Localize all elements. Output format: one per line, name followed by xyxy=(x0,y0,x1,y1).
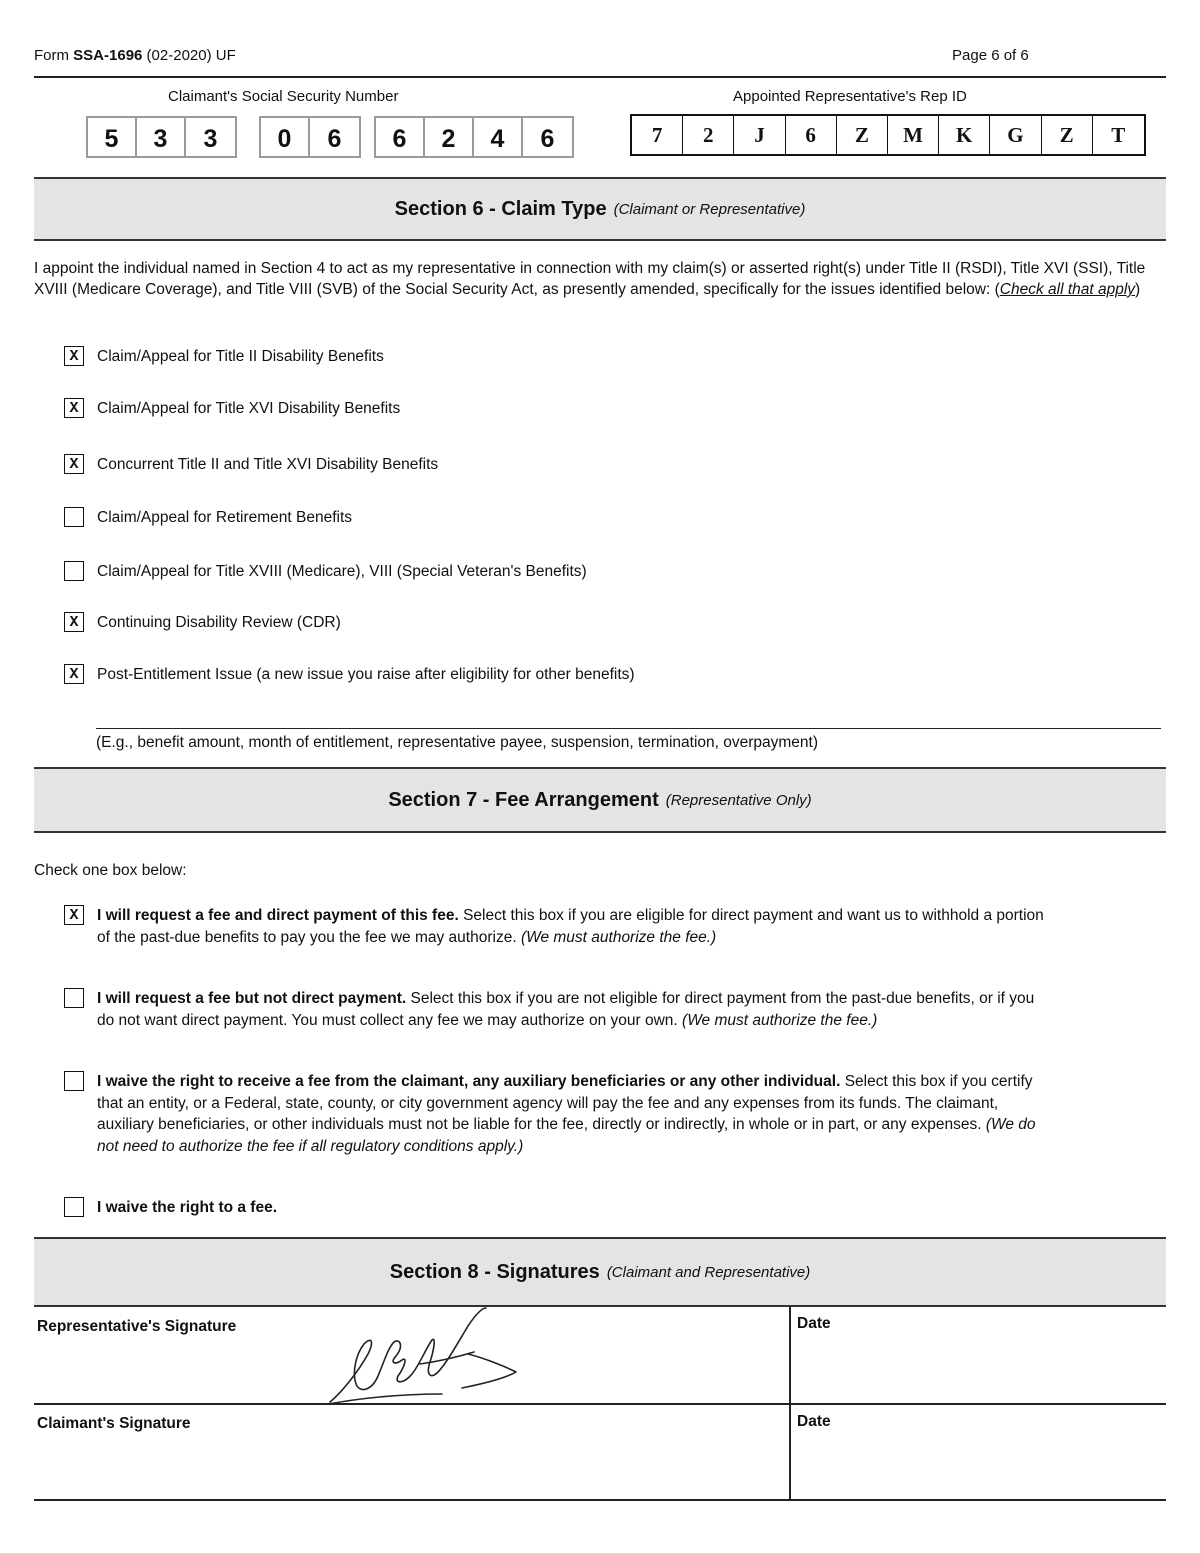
rep-id-char: T xyxy=(1111,122,1126,147)
header-rule xyxy=(34,76,1166,78)
claimant-signature-label: Claimant's Signature xyxy=(37,1415,191,1432)
rep-id-char: M xyxy=(888,116,939,154)
fee-instruction: Check one box below: xyxy=(34,862,187,879)
fee-option-note: (We do not need to authorize the fee if all regulatory conditions apply.) xyxy=(97,1116,1036,1155)
rep-id-char: G xyxy=(990,116,1041,154)
fee-option-heading: I waive the right to receive a fee from the claimant, any auxiliary beneficiaries or any other individual. xyxy=(97,1073,841,1090)
fee-option-waive-fee[interactable] xyxy=(64,1197,1047,1219)
section7-title: Section 7 - Fee Arrangement xyxy=(388,788,659,811)
ssn-digit: 3 xyxy=(203,124,218,153)
claim-option-title16[interactable] xyxy=(64,398,400,419)
fee-option-body: Select this box if you are not eligible for direct payment from the past-due benefits, or if you do not want direct payment. You must collect any fee we may authorize on your own. xyxy=(97,990,1035,1029)
fee-option-note: (We must authorize the fee.) xyxy=(520,928,717,946)
claim-option-medicare[interactable] xyxy=(64,561,587,582)
claim-option-post-entitlement[interactable] xyxy=(64,664,635,685)
ssn-group-3[interactable] xyxy=(374,116,574,158)
section8-title: Section 8 - Signatures xyxy=(389,1260,600,1283)
checkbox[interactable]: X xyxy=(64,454,84,474)
checkbox[interactable] xyxy=(64,1197,84,1217)
claim-option-title2[interactable] xyxy=(64,346,384,367)
checkbox[interactable]: X xyxy=(64,398,84,418)
checkbox[interactable]: X xyxy=(64,346,84,366)
fee-option-body: Select this box if you are eligible for direct payment and want us to withhold a portion of the past-due benefits to pay you the fee we may authorize. xyxy=(97,907,1044,946)
check-all-note: Check all that apply xyxy=(999,281,1136,298)
checkbox[interactable]: X xyxy=(64,664,84,684)
form-identifier xyxy=(34,47,236,64)
signature-bottom-rule xyxy=(34,1499,1166,1501)
ssn-group-1[interactable] xyxy=(86,116,237,158)
rep-id-char: J xyxy=(734,116,785,154)
form-revision: (02-2020) UF xyxy=(142,47,236,64)
rep-signature-label: Representative's Signature xyxy=(37,1318,237,1335)
rep-id-char: K xyxy=(939,116,990,154)
fee-option-heading: I waive the right to a fee. xyxy=(97,1199,278,1216)
section6-subtitle: (Claimant or Representative) xyxy=(613,200,806,218)
checkbox[interactable] xyxy=(64,507,84,527)
ssn-digit: 6 xyxy=(376,118,425,156)
rep-id-field[interactable] xyxy=(630,114,1146,156)
claim-option-cdr[interactable] xyxy=(64,612,341,633)
form-number: SSA-1696 xyxy=(73,47,143,64)
date-column-divider xyxy=(789,1307,791,1500)
ssn-digit: 4 xyxy=(474,118,523,156)
ssn-digit: 5 xyxy=(88,118,137,156)
rep-id-char: 7 xyxy=(632,116,683,154)
rep-id-char: Z xyxy=(1042,116,1093,154)
post-entitlement-example: (E.g., benefit amount, month of entitlement, representative payee, suspension, termination, overpayment) xyxy=(96,734,819,751)
ssn-label: Claimant's Social Security Number xyxy=(168,88,399,105)
fee-option-text xyxy=(97,988,1047,1031)
fee-option-text xyxy=(97,1197,1047,1219)
ssn-digit: 3 xyxy=(137,118,186,156)
fee-option-note: (We must authorize the fee.) xyxy=(682,1011,878,1029)
checkbox[interactable] xyxy=(64,1071,84,1091)
section7-subtitle: (Representative Only) xyxy=(665,791,812,809)
checkbox-label: Concurrent Title II and Title XVI Disability Benefits xyxy=(97,456,439,473)
checkbox[interactable] xyxy=(64,988,84,1008)
representative-signature xyxy=(322,1306,532,1406)
ssn-digit: 6 xyxy=(327,124,342,153)
fee-option-heading: I will request a fee but not direct payment. xyxy=(97,990,407,1007)
checkbox[interactable]: X xyxy=(64,612,84,632)
fee-option-direct-payment[interactable] xyxy=(64,905,1047,948)
checkbox-label: Claim/Appeal for Retirement Benefits xyxy=(97,509,353,526)
checkbox-label: Post-Entitlement Issue (a new issue you raise after eligibility for other benefits) xyxy=(97,666,635,683)
checkbox-label: Claim/Appeal for Title XVIII (Medicare), VIII (Special Veteran's Benefits) xyxy=(97,563,587,580)
fee-option-waive-from-claimant[interactable] xyxy=(64,1071,1047,1157)
section6-title: Section 6 - Claim Type xyxy=(394,197,607,220)
intro-close: ) xyxy=(1135,281,1141,298)
fee-option-text xyxy=(97,905,1047,948)
checkbox-label: Continuing Disability Review (CDR) xyxy=(97,614,341,631)
checkbox-label: Claim/Appeal for Title II Disability Benefits xyxy=(97,348,384,365)
ssn-digit: 2 xyxy=(425,118,474,156)
checkbox[interactable] xyxy=(64,561,84,581)
intro-text: I appoint the individual named in Section 4 to act as my representative in connection with my claim(s) or asserted right(s) under Title II (RSDI), Title XVI (SSI), Title XVIII (Medicare Coverage), and Title VIII (SVB) of the Social Security Act, as presently amended, specifically for the issues identified below: ( xyxy=(34,260,1146,298)
claimant-date-label: Date xyxy=(797,1413,831,1430)
ssn-digit: 6 xyxy=(540,124,555,153)
section6-header xyxy=(34,177,1166,241)
ssn-digit: 0 xyxy=(261,118,310,156)
page-number: Page 6 of 6 xyxy=(952,47,1029,64)
section8-subtitle: (Claimant and Representative) xyxy=(606,1263,811,1281)
section7-header xyxy=(34,767,1166,833)
claim-option-concurrent[interactable] xyxy=(64,454,438,475)
claim-option-retirement[interactable] xyxy=(64,507,352,528)
section8-header xyxy=(34,1237,1166,1307)
checkbox[interactable]: X xyxy=(64,905,84,925)
ssn-group-2[interactable] xyxy=(259,116,361,158)
fee-option-text xyxy=(97,1071,1047,1157)
rep-id-char: 6 xyxy=(786,116,837,154)
post-entitlement-input-line[interactable] xyxy=(96,728,1161,729)
rep-id-char: Z xyxy=(837,116,888,154)
form-prefix: Form xyxy=(34,47,74,64)
section6-intro xyxy=(34,258,1166,300)
rep-id-label: Appointed Representative's Rep ID xyxy=(733,88,967,105)
checkbox-label: Claim/Appeal for Title XVI Disability Benefits xyxy=(97,400,401,417)
signature-divider xyxy=(34,1403,1166,1405)
fee-option-body: Select this box if you certify that an entity, or a Federal, state, county, or city government agency will pay the fee and any expenses from its funds. The claimant, auxiliary beneficiaries, or other individuals must not be liable for the fee, directly or indirectly, in whole or in part, or any expenses. xyxy=(97,1073,1033,1133)
fee-option-no-direct-payment[interactable] xyxy=(64,988,1047,1031)
rep-id-char: 2 xyxy=(683,116,734,154)
rep-date-label: Date xyxy=(797,1315,831,1332)
fee-option-heading: I will request a fee and direct payment of this fee. xyxy=(97,907,459,924)
